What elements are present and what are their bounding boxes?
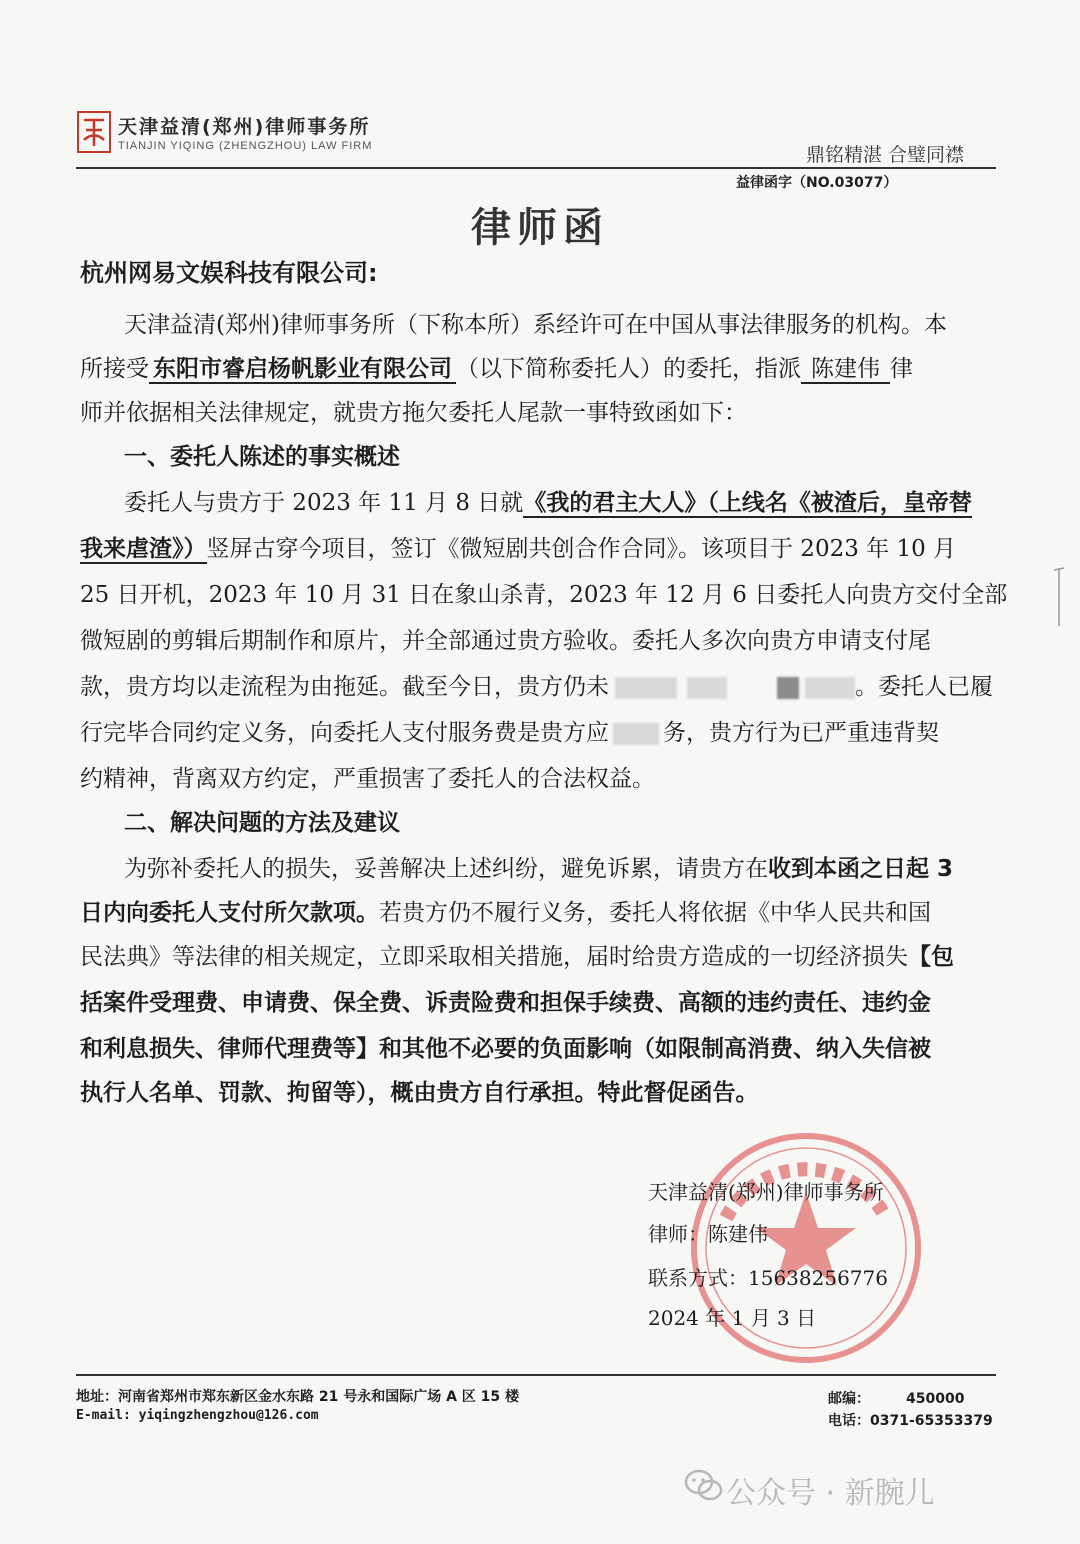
letter-number: 益律函字（NO.03077） xyxy=(736,175,898,191)
s2-text: 为弥补委托人的损失，妥善解决上述纠纷，避免诉累，请贵方在 xyxy=(124,856,768,882)
section1-heading: 一、委托人陈述的事实概述 xyxy=(124,444,400,470)
s2-emphasis: 和其他不必要的负面影响（如限制高消费、纳入失信被 xyxy=(379,1036,931,1062)
signature-contact: 联系方式：15638256776 xyxy=(648,1266,888,1290)
s1-text: 务，贵方行为已严重违背契 xyxy=(663,720,939,746)
intro-line-1: 天津益清(郑州)律师事务所（下称本所）系经许可在中国从事法律服务的机构。本 xyxy=(124,312,947,338)
redacted-block xyxy=(613,723,659,745)
footer-postcode xyxy=(828,1388,964,1408)
signature-firm: 天津益清(郑州)律师事务所 xyxy=(648,1180,884,1204)
postcode-label: 邮编： xyxy=(828,1391,870,1407)
footer-phone: 电话：0371-65353379 xyxy=(828,1413,993,1429)
footer-address: 地址：河南省郑州市郑东新区金水东路 21 号永和国际广场 A 区 15 楼 xyxy=(76,1389,520,1405)
s2-text: 民法典》等法律的相关规定，立即采取相关措施，届时给贵方造成的一切经济损失 xyxy=(80,944,908,970)
s2-line-2 xyxy=(80,898,931,928)
firm-name-en: TIANJIN YIQING (ZHENGZHOU) LAW FIRM xyxy=(118,140,373,152)
intro-line-2 xyxy=(80,354,913,384)
s2-line-1 xyxy=(124,854,953,884)
section2-heading: 二、解决问题的方法及建议 xyxy=(124,810,400,836)
s1-text: 委托人与贵方于 2023 年 11 月 8 日就 xyxy=(124,490,524,516)
s2-line-5 xyxy=(80,1034,931,1064)
s2-emphasis: 和利息损失、律师代理费等】 xyxy=(80,1036,379,1062)
redacted-block xyxy=(777,677,799,699)
addressee: 杭州网易文娱科技有限公司: xyxy=(80,259,378,287)
s1-text: 行完毕合同约定义务，向委托人支付服务费是贵方应 xyxy=(80,720,609,746)
watermark-text: 公众号 · 新腕儿 xyxy=(726,1476,935,1511)
scan-edge-mark xyxy=(1052,560,1066,630)
lawyer-name: 陈建伟 xyxy=(801,356,890,384)
s1-line-2 xyxy=(80,534,956,564)
redacted-block xyxy=(687,677,727,699)
redacted-block xyxy=(805,677,855,699)
intro-text: 律 xyxy=(890,356,913,382)
s2-text: 若贵方仍不履行义务，委托人将依据《中华人民共和国 xyxy=(379,900,931,926)
s1-line-1 xyxy=(124,488,972,518)
s1-text: 款，贵方均以走流程为由拖延。截至今日，贵方仍未 xyxy=(80,674,609,700)
s1-line-5 xyxy=(80,672,993,702)
official-seal xyxy=(686,1128,926,1368)
s1-line-3: 25 日开机，2023 年 10 月 31 日在象山杀青，2023 年 12 月 6 日委托人向贵方交付全部 xyxy=(80,582,1008,608)
postcode-value: 450000 xyxy=(906,1391,965,1407)
firm-name-cn: 天津益清(郑州)律师事务所 xyxy=(118,116,371,138)
footer-email: E-mail: yiqingzhengzhou@126.com xyxy=(76,1408,319,1423)
law-firm-logo xyxy=(76,110,112,154)
client-name: 东阳市睿启杨帆影业有限公司 xyxy=(149,356,456,384)
intro-text: 所接受 xyxy=(80,356,149,382)
s2-line-3 xyxy=(80,942,954,972)
s1-text: 。委托人已履 xyxy=(855,674,993,700)
s1-line-4: 微短剧的剪辑后期制作和原片，并全部通过贵方验收。委托人多次向贵方申请支付尾 xyxy=(80,628,931,654)
s1-line-7: 约精神，背离双方约定，严重损害了委托人的合法权益。 xyxy=(80,766,655,792)
s2-emphasis: 日内向委托人支付所欠款项。 xyxy=(80,900,379,926)
wechat-icon xyxy=(684,1468,724,1504)
signature-lawyer: 律师：陈建伟 xyxy=(648,1222,768,1246)
footer-divider xyxy=(76,1374,996,1376)
s2-line-6: 执行人名单、罚款、拘留等），概由贵方自行承担。特此督促函告。 xyxy=(80,1080,759,1106)
header-divider xyxy=(76,167,996,169)
s1-text: 竖屏古穿今项目，签订《微短剧共创合作合同》。该项目于 2023 年 10 月 xyxy=(206,536,957,562)
s2-emphasis: 收到本函之日起 3 xyxy=(768,856,954,882)
intro-line-3: 师并依据相关法律规定，就贵方拖欠委托人尾款一事特致函如下： xyxy=(80,400,747,426)
intro-text: （以下简称委托人）的委托，指派 xyxy=(456,356,801,382)
drama-title: 《我的君主大人》（上线名《被渣后，皇帝替 xyxy=(523,490,972,516)
s2-emphasis: 【包 xyxy=(908,944,954,970)
page-title: 律师函 xyxy=(471,205,609,251)
s2-line-4: 括案件受理费、申请费、保全费、诉责险费和担保手续费、高额的违约责任、违约金 xyxy=(80,990,931,1016)
firm-motto: 鼎铭精湛 合璧同襟 xyxy=(806,144,965,166)
drama-title-cont: 我来虐渣》） xyxy=(80,536,207,562)
signature-date: 2024 年 1 月 3 日 xyxy=(648,1306,817,1330)
redacted-block xyxy=(615,677,677,699)
s1-line-6 xyxy=(80,718,939,748)
